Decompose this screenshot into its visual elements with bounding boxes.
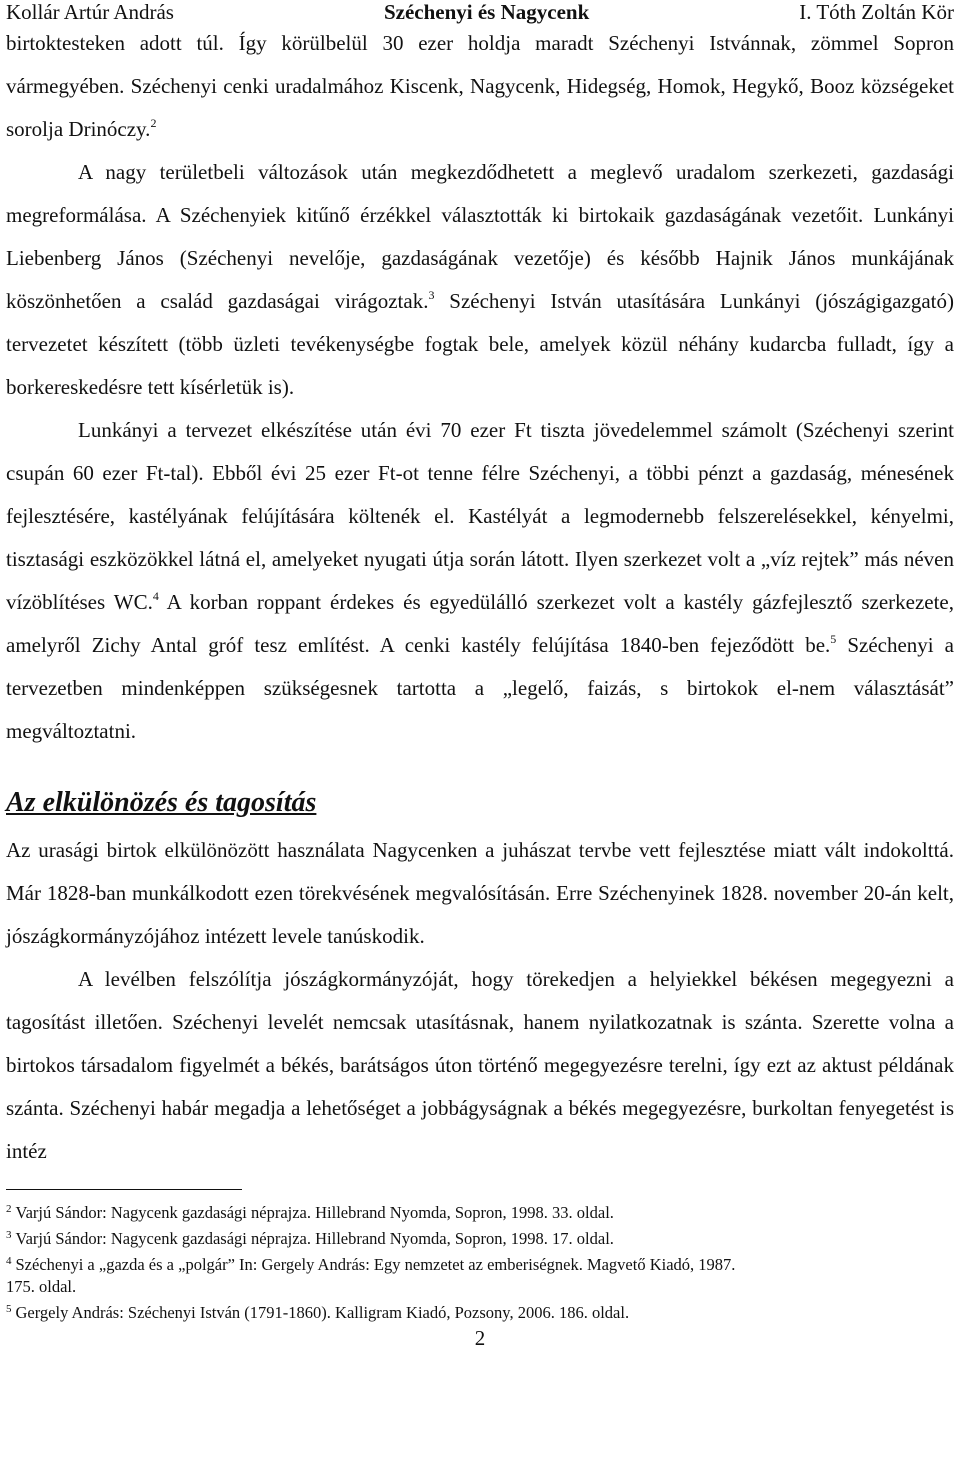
header-organization: I. Tóth Zoltán Kör	[799, 0, 954, 24]
paragraph-5: A levélben felszólítja jószágkormányzóját, hogy törekedjen a helyiekkel békésen megegyezni a tagosítást illetően. Széchenyi levelét nemcsak utasításnak, hanem nyilatkozatnak is szánta. Szerette volna a birtokos társadalom figyelmét a békés, barátságos úton történő megegyezésre terelni, így ezt az aktust példának szánta. Széchenyi habár megadja a lehetőséget a jobbágyságnak a békés megegyezésre, burkoltan fenyegetést is intéz	[6, 967, 954, 1163]
footnote-number: 2	[6, 1203, 12, 1215]
footnote-4	[6, 1250, 954, 1276]
header-author: Kollár Artúr András	[6, 0, 174, 24]
paragraph-4: Az urasági birtok elkülönözött használata Nagycenken a juhászat tervbe vett fejlesztése miatt vált indokolttá. Már 1828-ban munkálkodott ezen törekvésének megvalósításán. Erre Széchenyinek 1828. november 20-án kelt, jószágkormányzójához intézett levele tanúskodik.	[6, 838, 954, 948]
footnotes	[6, 1198, 954, 1324]
footnote-text: Varjú Sándor: Nagycenk gazdasági néprajza. Hillebrand Nyomda, Sopron, 1998. 17. oldal.	[15, 1229, 614, 1248]
paragraph-2-text-a: A nagy területbeli változások után megkezdődhetett a meglevő uradalom szerkezeti, gazdasági megreformálása. A Széchenyiek kitűnő érzékkel választották ki birtokaik gazdaságának vezetőit. Lunkányi Liebenberg János (Széchenyi nevelője, gazdaságának vezetője) és később Hajnik János munkájának köszönhetően a család gazdaságai virágoztak.	[6, 160, 954, 313]
footnote-ref-3[interactable]: 3	[428, 288, 435, 302]
paragraph-2	[6, 151, 954, 409]
footnote-ref-2[interactable]: 2	[150, 116, 157, 130]
footnote-text: Gergely András: Széchenyi István (1791-1860). Kalligram Kiadó, Pozsony, 2006. 186. oldal.	[15, 1303, 630, 1322]
document-page	[6, 0, 954, 1350]
footnote-ref-4[interactable]: 4	[152, 589, 159, 603]
paragraph-1	[6, 22, 954, 151]
header-title: Széchenyi és Nagycenk	[383, 0, 590, 24]
footnote-number: 5	[6, 1303, 12, 1315]
section-heading: Az elkülönözés és tagosítás	[6, 787, 317, 818]
paragraph-3-text-c: Széchenyi a tervezetben mindenképpen szükségesnek tartotta a „legelő, faizás, s birtokok el-nem választását” megváltoztatni.	[6, 633, 954, 743]
footnote-text: Széchenyi a „gazda és a „polgár” In: Gergely András: Egy nemzetet az emberiségnek. Magvető Kiadó, 1987.	[15, 1255, 736, 1274]
page-number: 2	[474, 1326, 486, 1350]
footnote-number: 3	[6, 1229, 12, 1241]
footnote-5	[6, 1298, 954, 1324]
paragraph-1-text: birtoktesteken adott túl. Így körülbelül 30 ezer holdja maradt Széchenyi Istvánnak, zömmel Sopron vármegyében. Széchenyi cenki uradalmához Kiscenk, Nagycenk, Hidegség, Homok, Hegykő, Booz községeket sorolja Drinóczy.	[6, 31, 954, 141]
footnote-2	[6, 1198, 954, 1224]
footnote-3	[6, 1224, 954, 1250]
paragraph-2-text-b: Széchenyi István utasítására Lunkányi (jószágigazgató) tervezetet készített (több üzleti tevékenységbe fogtak bele, amelyek közül néhány kudarcba fulladt, így a borkereskedésre tett kísérletük is).	[6, 289, 954, 399]
paragraph-3-text-a: Lunkányi a tervezet elkészítése után évi 70 ezer Ft tiszta jövedelemmel számolt (Széchenyi szerint csupán 60 ezer Ft-tal). Ebből évi 25 ezer Ft-ot tenne félre Széchenyi, a többi pénzt a gazdaság, ménesének fejlesztésére, kastélyának felújítására költenék el. Kastélyát a legmodernebb felszerelésekkel, kényelmi, tisztasági eszközökkel látná el, amelyeket nyugati útja során látott. Ilyen szerkezet volt a „víz rejtek” más néven vízöblítéses WC.	[6, 418, 954, 614]
footnote-text: Varjú Sándor: Nagycenk gazdasági néprajza. Hillebrand Nyomda, Sopron, 1998. 33. oldal.	[15, 1203, 614, 1222]
paragraph-3-text-b: A korban roppant érdekes és egyedülálló szerkezet volt a kastély gázfejlesztő szerkezete, amelyről Zichy Antal gróf tesz említést. A cenki kastély felújítása 1840-ben fejeződött be.	[6, 590, 955, 657]
footnote-separator	[6, 1189, 242, 1190]
footnote-number: 4	[6, 1255, 12, 1267]
footnote-ref-5[interactable]: 5	[830, 632, 837, 646]
page-header	[6, 0, 954, 24]
paragraph-3	[6, 409, 954, 753]
footnote-4-continuation: 175. oldal.	[6, 1277, 77, 1296]
